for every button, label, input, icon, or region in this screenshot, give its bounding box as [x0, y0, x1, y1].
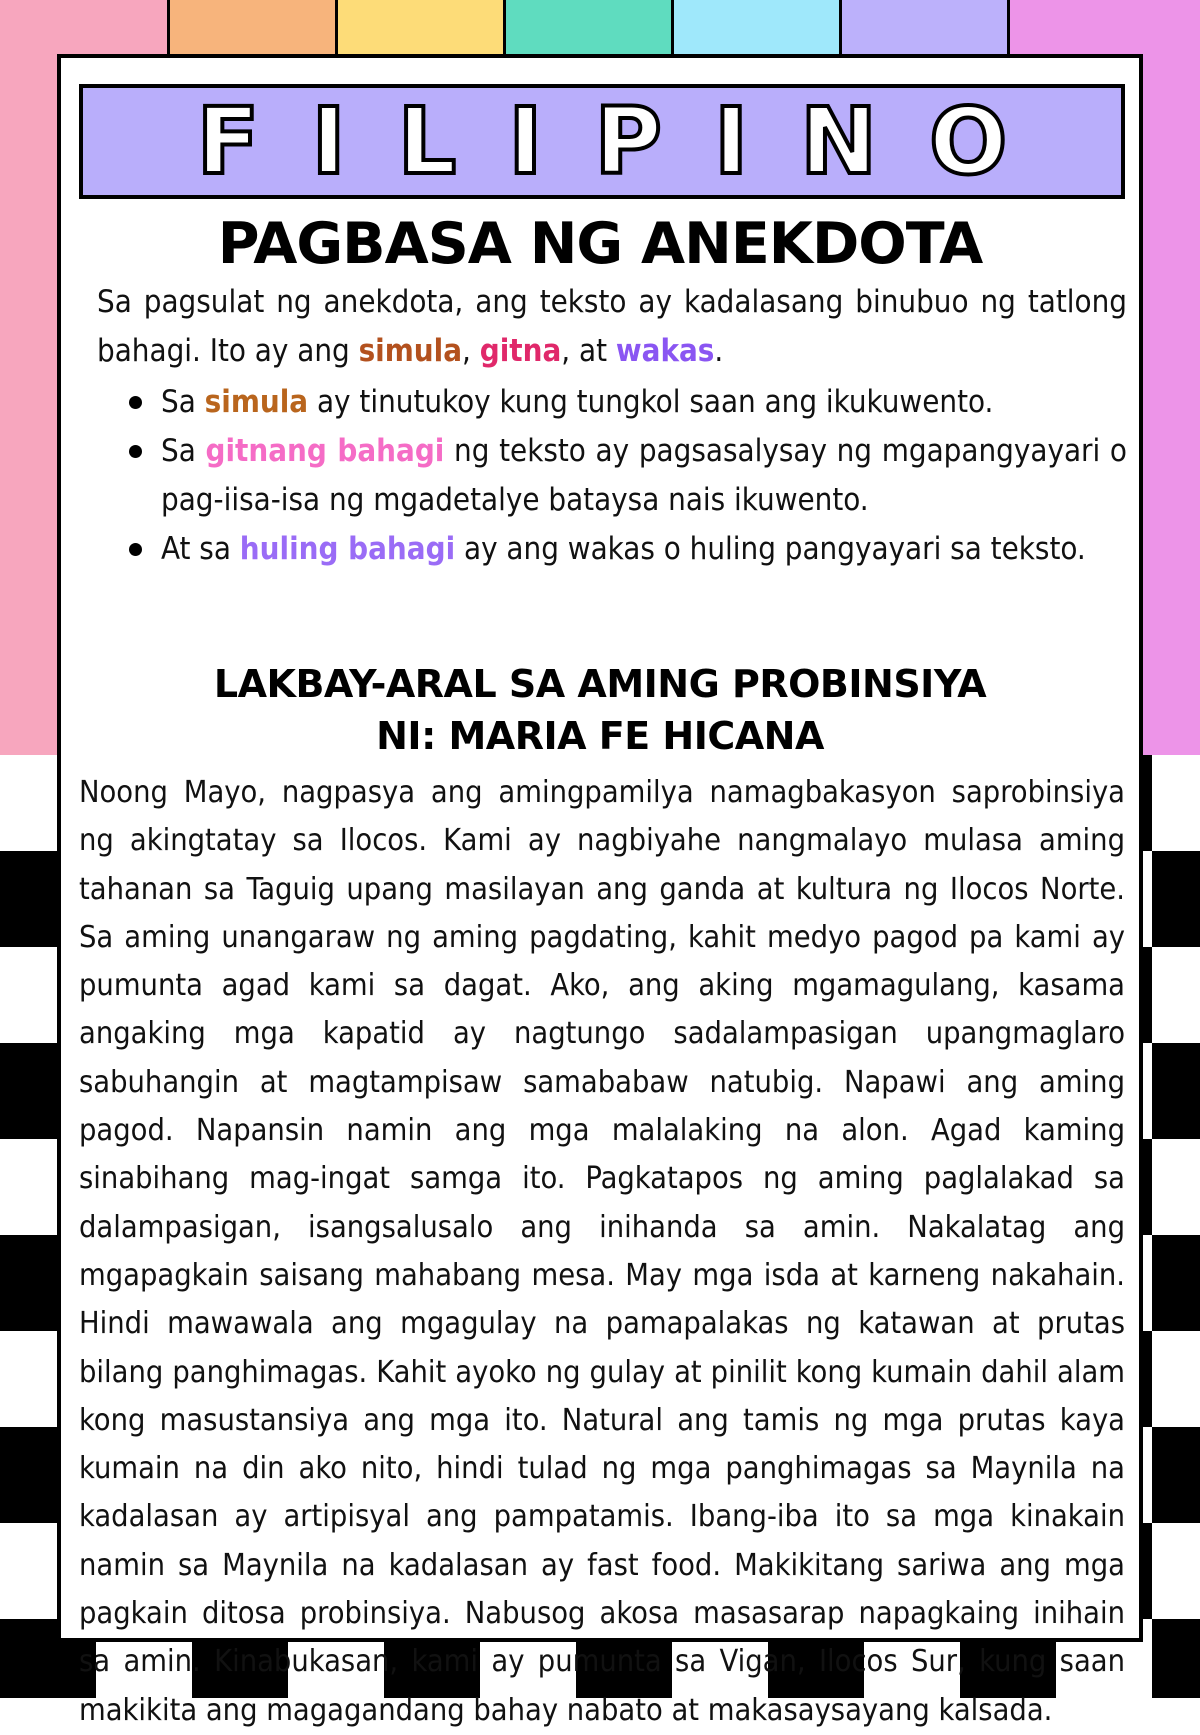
- color-tab: [839, 0, 1010, 58]
- keyword-wakas: wakas: [615, 333, 715, 369]
- subject-title: FILIPINO: [196, 87, 1060, 195]
- story-body: Noong Mayo, nagpasya ang amingpamilya namagbakasyon saprobinsiya ng akingtatay sa Ilocos. Kami ay nagbiyahe nangmalayo mulasa aming tahanan sa Taguig upang masilayan ang ganda at kultura ng Ilocos Norte. Sa aming unangaraw ng aming pagdating, kahit medyo pagod pa kami ay pumunta agad kami sa dagat. Ako, ang aking mgamagulang, kasama angaking mga kapatid ay nagtungo sadalampasigan upangmaglaro sabuhangin at magtampisaw samababaw natubig. Napawi ang aming pagod. Napansin namin ang mga malalaking na alon. Agad kaming sinabihang mag-ingat samga ito. Pagkatapos ng aming paglalakad sa dalampasigan, isangsalusalo ang inihanda sa amin. Nakalatag ang mgapagkain saisang mahabang mesa. May mga isda at karneng nakahain. Hindi mawawala ang mgagulay na pamapalakas ng katawan at prutas bilang panghimagas. Kahit ayoko ng gulay at pinilit kong kumain dahil alam kong masustansiya ang mga ito. Natural ang tamis ng mga prutas kaya kumain na din ako nito, hindi tulad ng mga panghimagas sa Maynila na kadalasan ay artipisyal ang pampatamis. Ibang-iba ito sa mga kinakain namin sa Maynila na kadalasan ay fast food. Makikitang sariwa ang mga pagkain ditosa probinsiya. Nabusog akosa masasarap napagkaing inihain sa amin. Kinabukasan, kami ay pumunta sa Vigan, Ilocos Sur, kung saan makikita ang magagandang bahay nabato at makasaysayang kalsada.: [79, 775, 1125, 1728]
- intro-paragraph: Sa pagsulat ng anekdota, ang teksto ay kadalasang binubuo ng tatlong bahagi. Ito ay ang simula, gitna, at wakas.: [97, 284, 1127, 369]
- keyword-simula: simula: [204, 384, 309, 420]
- color-tab: [503, 0, 674, 58]
- title-banner: [79, 84, 1125, 199]
- keyword-gitna: gitna: [479, 333, 562, 369]
- keyword-simula: simula: [358, 333, 463, 369]
- keyword-gitnang-bahagi: gitnang bahagi: [205, 433, 445, 469]
- color-tab: [335, 0, 506, 58]
- color-tab: [671, 0, 842, 58]
- color-tab: [167, 0, 338, 58]
- lesson-heading: PAGBASA NG ANEKDOTA: [217, 211, 983, 277]
- list-item: Sa gitnang bahagi ng teksto ay pagsasalysay ng mgapangyayari o pag-iisa-isa ng mgadetalye bataysa nais ikuwento.: [121, 427, 1127, 525]
- keyword-huling-bahagi: huling bahagi: [239, 531, 456, 567]
- story-header: [61, 658, 1139, 762]
- color-tabs: [170, 0, 1010, 58]
- parts-list: [121, 378, 1127, 574]
- worksheet-card: [57, 54, 1143, 1728]
- list-item: Sa simula ay tinutukoy kung tungkol saan ang ikukuwento.: [121, 378, 1127, 427]
- story-author: NI: MARIA FE HICANA: [376, 714, 824, 758]
- story-title: LAKBAY-ARAL SA AMING PROBINSIYA: [213, 662, 987, 706]
- list-item: At sa huling bahagi ay ang wakas o huling pangyayari sa teksto.: [121, 525, 1127, 574]
